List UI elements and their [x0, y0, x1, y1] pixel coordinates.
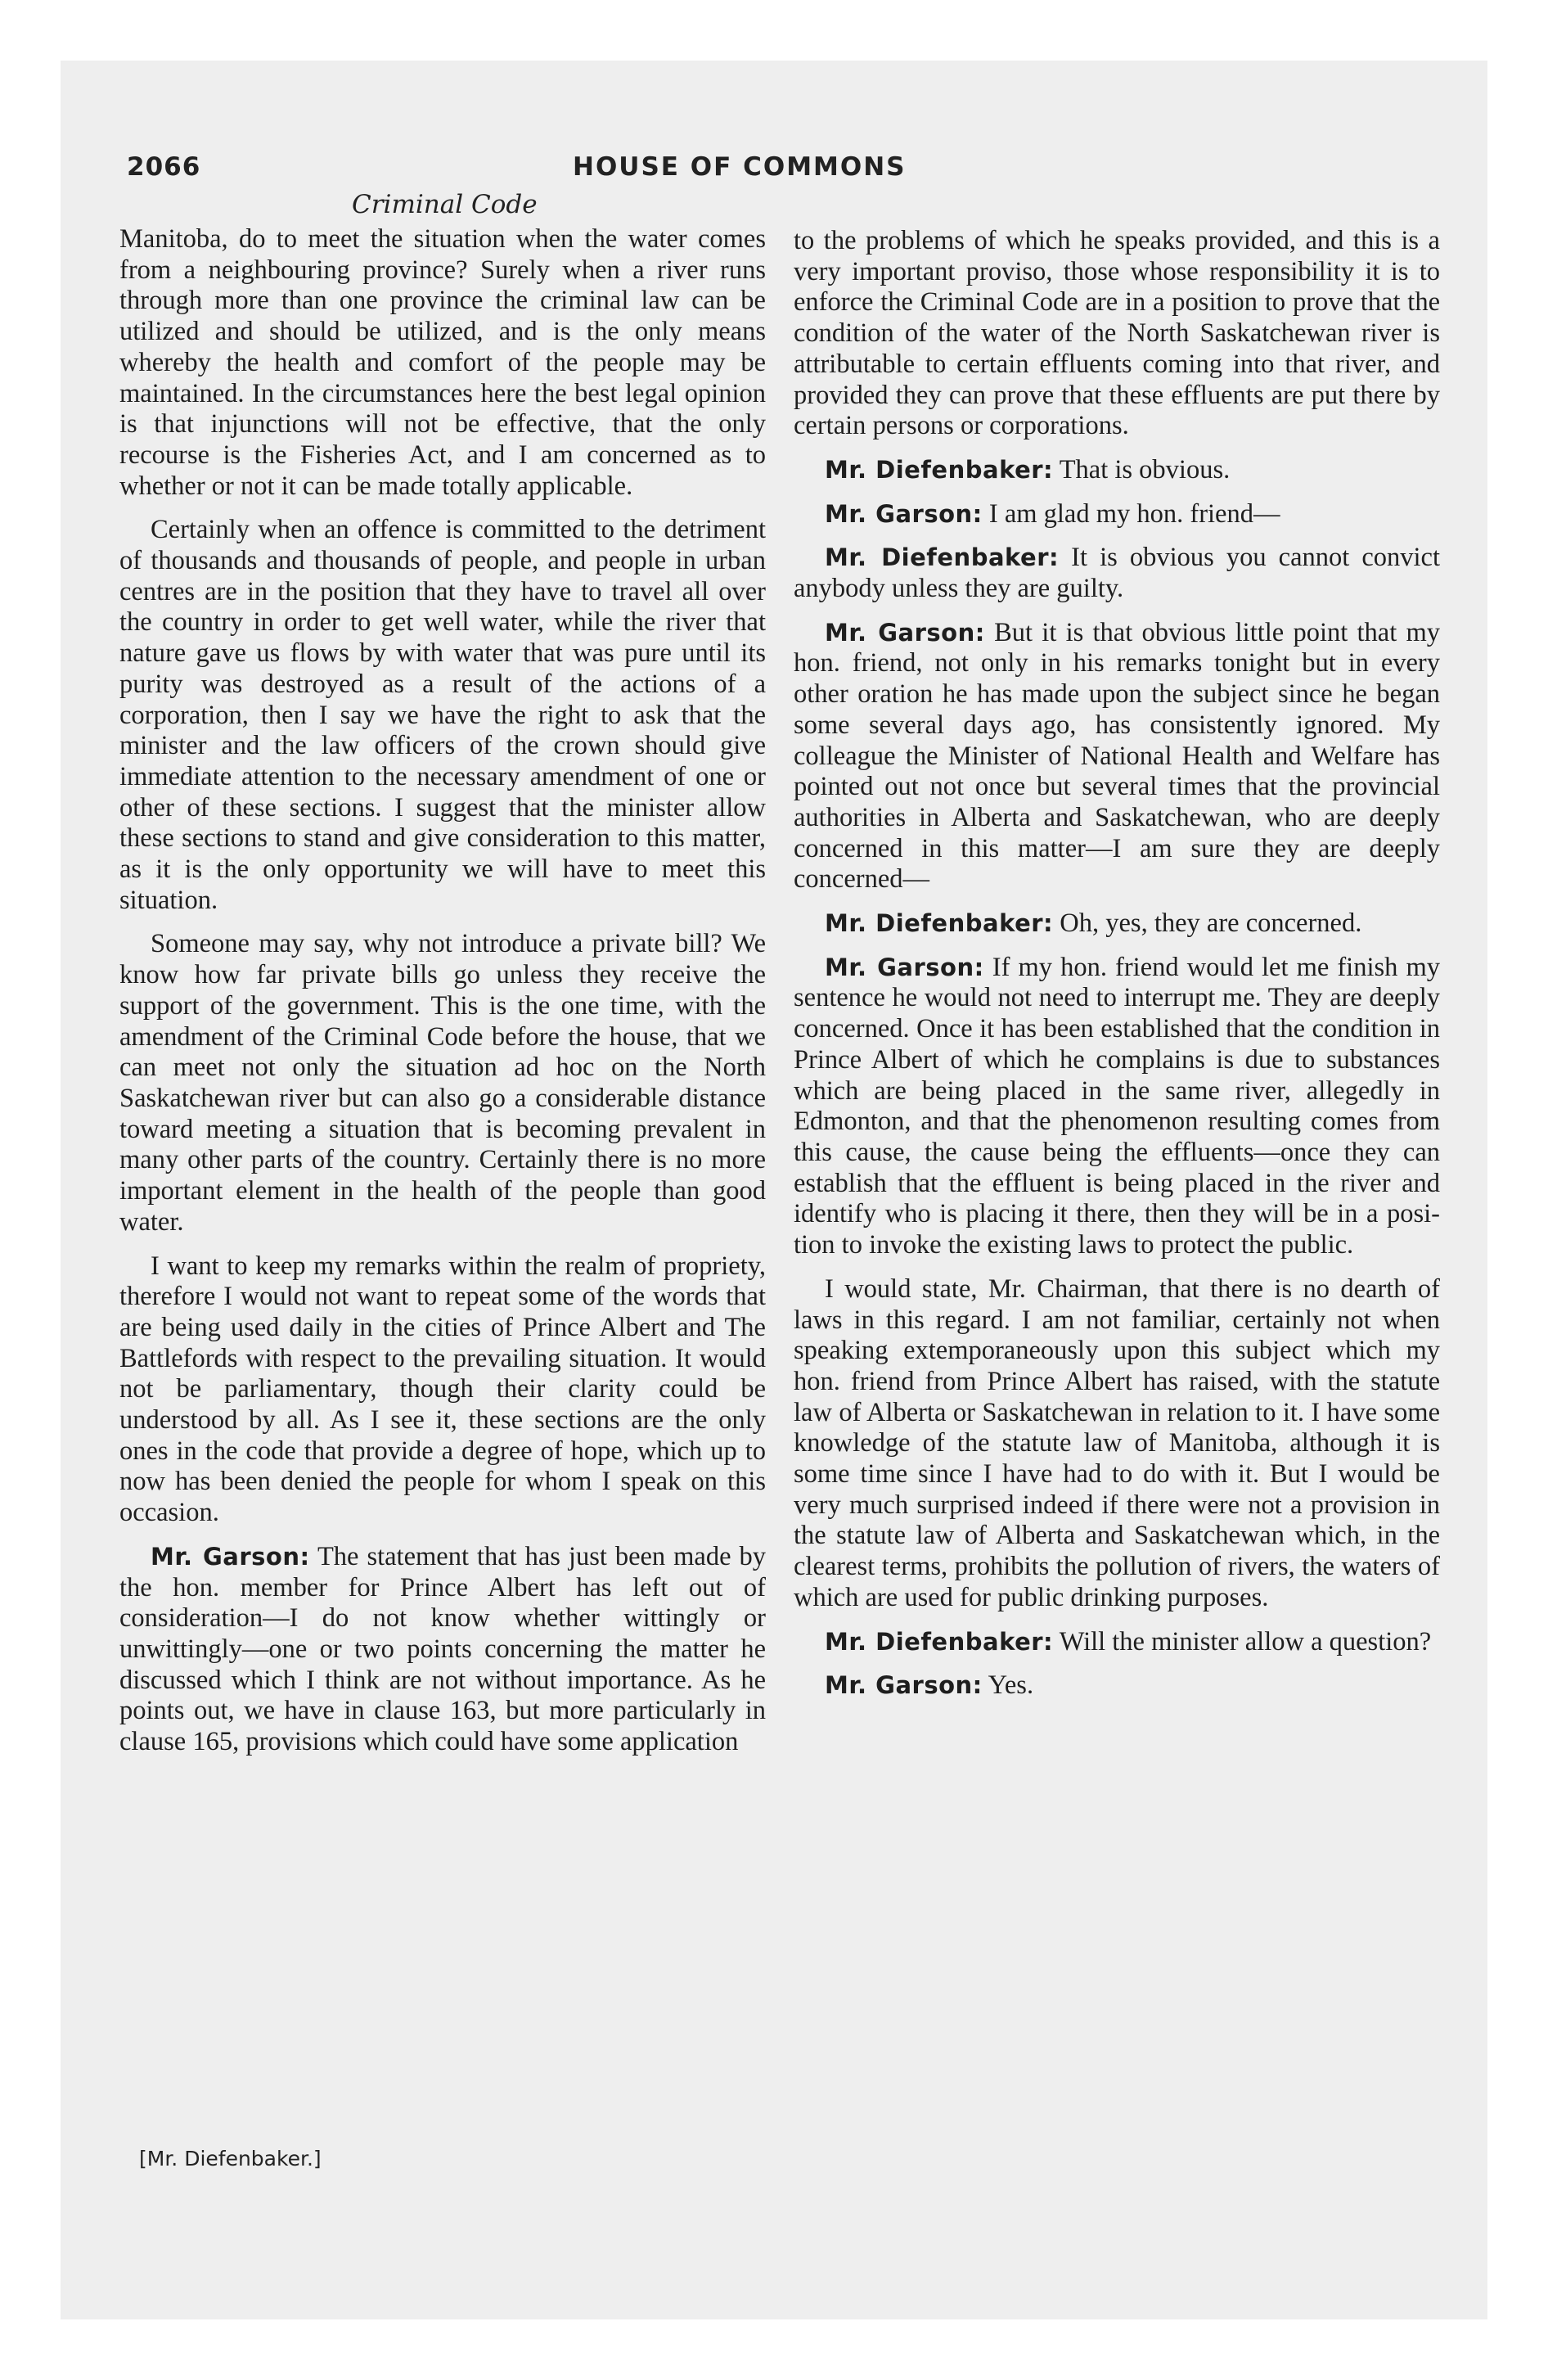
speech-paragraph [794, 953, 1440, 1261]
right-column [794, 226, 1440, 1715]
left-column [119, 224, 766, 1771]
paragraph: Manitoba, do to meet the situation when the water comes from a neighbouring province? Surely when a river runs through more than one province the criminal law can be utilized and should be utilized, and is the only means whereby the health and comfort of the people may be maintained. In the circumstances here the best legal opinion is that injunctions will not be effective, that the only recourse is the Fisheries Act, and I am concerned as to whether or not it can be made totally applicable. [119, 224, 766, 501]
speaker-name: Mr. Diefenbaker: [825, 1627, 1054, 1656]
speaker-name: Mr. Garson: [825, 953, 984, 981]
speech-text: That is obvious. [1053, 454, 1231, 485]
speech-paragraph [794, 455, 1440, 486]
speech-text: I am glad my hon. friend— [982, 498, 1280, 529]
footer-attribution: [Mr. Diefenbaker.] [139, 2147, 322, 2170]
speaker-name: Mr. Garson: [825, 618, 985, 647]
paragraph: Certainly when an offence is committed to the detriment of thousands and thousands of people, and people in urban centres are in the position that they have to travel all over the country in order to get well water, while the river that nature gave us flows by with water that was pure until its purity was destroyed as a result of the actions of a corporation, then I say we have the right to ask that the minister and the law officers of the crown should give immediate attention to the necessary amendment of one or other of these sections. I suggest that the minister allow these sections to stand and give consideration to this matter, as it is the only opportunity we will have to meet this situation. [119, 515, 766, 915]
speech-paragraph [794, 1627, 1440, 1658]
speaker-name: Mr. Garson: [825, 499, 983, 528]
speaker-name: Mr. Garson: [151, 1542, 310, 1571]
speech-paragraph [119, 1542, 766, 1758]
speech-text: It is obvious you cannot convict anybody unless they are guilty. [794, 543, 1441, 604]
speech-text: Yes. [982, 1670, 1034, 1701]
speech-paragraph [794, 618, 1440, 895]
speech-paragraph [794, 1670, 1440, 1702]
speech-text: But it is that obvious little point that my hon. friend, not only in his remarks tonight but in every other oration he has made upon the subject since he began some several days ago, has consistently ignored. My colleague the Minister of National Health and Welfare has pointed out not once but several times that the provincial authorities in Alberta and Saskatchewan, who are deeply concerned in this matter—I am sure they are deeply concerned— [794, 617, 1440, 895]
speech-text: The statement that has just been made by the hon. member for Prince Albert has left out of consideration—I do not know whether wittingly or unwittingly—one or two points concerning the matter he discussed which I think are not without importance. As he points out, we have in clause 163, but more particularly in clause 165, provisions which could have some application [119, 1541, 766, 1757]
speaker-name: Mr. Diefenbaker: [825, 455, 1054, 484]
speech-text: Oh, yes, they are concerned. [1053, 908, 1362, 939]
paragraph: I want to keep my remarks within the realm of propriety, therefore I would not want to repeat some of the words that are being used daily in the cities of Prince Albert and The Battlefords with respect to the prevailing situation. It would not be parliamentary, though their clarity could be understood by all. As I see it, these sections are the only ones in the code that provide a degree of hope, which up to now has been denied the people for whom I speak on this occasion. [119, 1251, 766, 1528]
paragraph: I would state, Mr. Chairman, that there is no dearth of laws in this regard. I am not familiar, certainly not when speaking extemporaneously upon this subject which my hon. friend from Prince Albert has raised, with the statute law of Alberta or Saskatchewan in relation to it. I have some knowledge of the statute law of Manitoba, although it is some time since I have had to do with it. But I would be very much surprised indeed if there were not a provision in the statute law of Alberta and Saskatchewan which, in the clearest terms, prohibits the pollution of rivers, the waters of which are used for public drinking purposes. [794, 1273, 1440, 1612]
speaker-name: Mr. Garson: [825, 1671, 983, 1700]
speaker-name: Mr. Diefenbaker: [825, 909, 1054, 938]
speech-paragraph [794, 499, 1440, 530]
speech-paragraph [794, 543, 1440, 604]
paragraph: Someone may say, why not introduce a private bill? We know how far private bills go unless they receive the support of the government. This is the one time, with the amendment of the Criminal Code before the house, that we can meet not only the situation ad hoc on the North Saskatchewan river but can also go a considerable distance toward meeting a situation that is becoming prevalent in many other parts of the country. Certainly there is no more important element in the health of the people than good water. [119, 929, 766, 1237]
section-title: Criminal Code [352, 190, 538, 219]
page-number: 2066 [127, 152, 201, 182]
speech-paragraph [794, 908, 1440, 940]
speaker-name: Mr. Diefenbaker: [825, 543, 1060, 572]
paragraph: to the problems of which he speaks provided, and this is a very important proviso, those whose responsibility it is to enforce the Criminal Code are in a position to prove that the condition of the water of the North Saskatchewan river is attributable to certain effluents coming into that river, and provided they can prove that these effluents are put there by certain persons or corporations. [794, 226, 1440, 441]
running-header: HOUSE OF COMMONS [573, 152, 907, 182]
speech-text: Will the minister allow a question? [1053, 1626, 1432, 1657]
speech-text: If my hon. friend would let me finish my sentence he would not need to interrupt me. They are deeply concerned. Once it has been established that the condition in Prince Albert of which he complains is due to substances which are being placed in the same river, allegedly in Edmonton, and that the phenomenon resulting comes from this cause, the cause being the effluents—once they can establish that the effluent is being placed in the river and identify who is placing it there, then they will be in a position to invoke the existing laws to protect the public. [794, 952, 1440, 1260]
